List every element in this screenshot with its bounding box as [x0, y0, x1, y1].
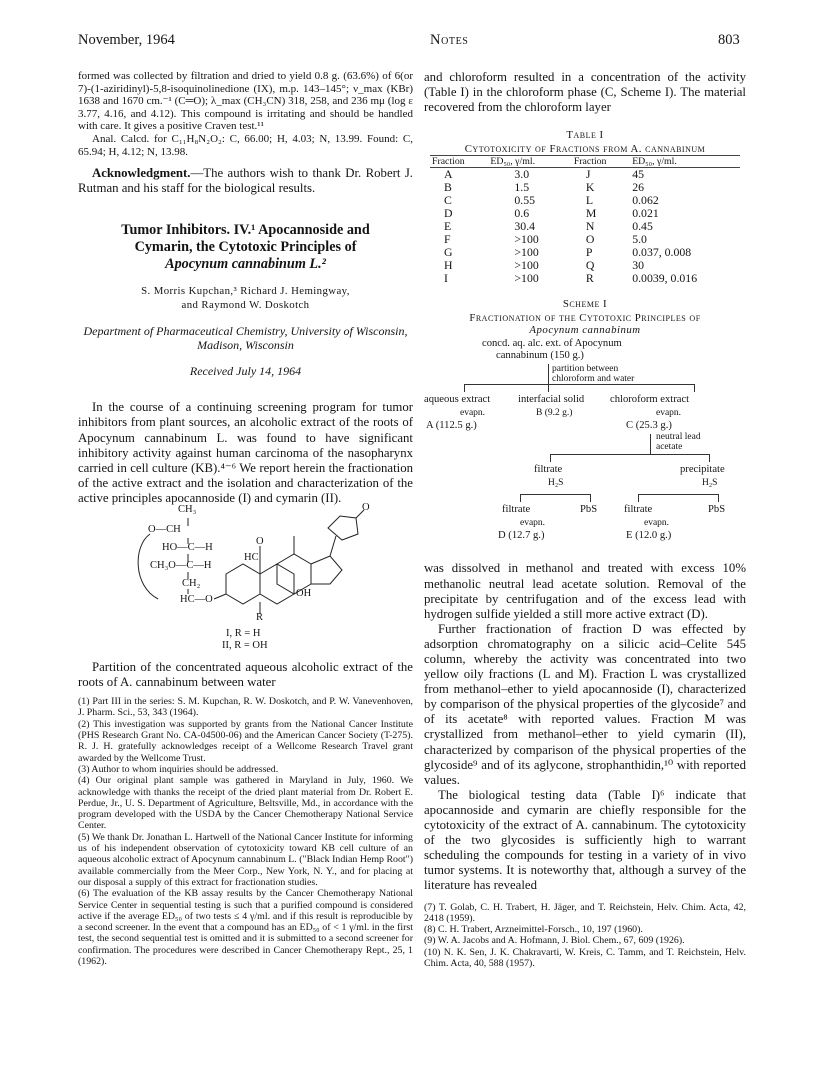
table-row: [430, 272, 740, 285]
scheme-fraction-e: E (12.0 g.): [626, 530, 672, 542]
table-row: [430, 220, 740, 233]
scheme-fraction-a: A (112.5 g.): [426, 420, 477, 432]
affiliation-line-2: Madison, Wisconsin: [197, 338, 294, 353]
table-cell: >100: [514, 257, 539, 272]
scheme-connector: [548, 364, 549, 384]
right-column: [424, 70, 746, 969]
footnote-10: (10) N. K. Sen, J. K. Chakravarti, W. Kreis, C. Tamm, and T. Reichstein, Helv. Chim. Acta, 40, 588 (1957).: [424, 946, 746, 969]
struct-ch3o-c-h: CH₃O—C—H: [150, 560, 212, 571]
table-cell: 1.5: [514, 180, 530, 195]
acknowledgment-heading: Acknowledgment.: [92, 166, 191, 181]
footnote-3: (3) Author to whom inquiries should be addressed.: [78, 763, 279, 775]
table-cell: O: [585, 231, 595, 246]
acknowledgment-text: —The authors wish to thank Dr. Robert J. Rutman and his staff for the biological results.: [78, 166, 413, 196]
struct-ch3: CH₃: [178, 504, 197, 515]
table-cell: >100: [514, 231, 539, 246]
scheme-connector: [464, 384, 465, 392]
footnote-4: (4) Our original plant sample was gathered in Maryland in July, 1960. We acknowledge with thanks the receipt of the dried plant material from Dr. Robert E. Perdue, Jr., U. S. Department of Agriculture, Beltsville, Md., in accordance with the program developed with the USDA by the Cancer Chemotherapy National Service Center.: [78, 775, 413, 832]
scheme-partition-1: partition between: [552, 364, 619, 375]
table-cell: 5.0: [632, 231, 647, 246]
analysis-paragraph: Anal. Calcd. for C₁₁H₈N₂O₂: C, 66.00; H, 4.03; N, 13.99. Found: C, 65.94; H, 4.12; N, 13.98.: [78, 132, 413, 158]
scheme-neutral-lead-1: neutral lead: [656, 432, 701, 443]
table-cell: E: [444, 218, 452, 233]
affiliation-line-1: Department of Pharmaceutical Chemistry, University of Wisconsin,: [83, 324, 408, 339]
table-cell: 0.0039, 0.016: [632, 270, 698, 285]
running-header-date: November, 1964: [78, 32, 175, 48]
scheme-title: Scheme I: [562, 298, 608, 311]
fractionation-scheme: [424, 336, 746, 561]
footnote-8: (8) C. H. Trabert, Arzneimittel-Forsch., 10, 197 (1960).: [424, 924, 643, 936]
table-cell: I: [444, 270, 448, 285]
table-cell: 0.6: [514, 206, 530, 220]
scheme-chloroform-extract: chloroform extract: [610, 394, 690, 406]
table-cell: A: [444, 167, 453, 182]
cytotoxicity-table: [430, 155, 740, 284]
article-title-line-2: Cymarin, the Cytotoxic Principles of: [134, 239, 357, 256]
struct-ho-c-h: HO—C—H: [162, 542, 213, 553]
table-cell: 45: [632, 167, 644, 182]
scheme-connector: [709, 454, 710, 462]
partition-paragraph: Partition of the concentrated aqueous alcoholic extract of the roots of A. cannabinum between water: [78, 660, 413, 690]
table-cell: >100: [514, 270, 539, 285]
scheme-filtrate-1: filtrate: [534, 464, 563, 476]
table-cell: F: [444, 231, 451, 246]
table-cell: 0.45: [632, 218, 653, 233]
table-row: [430, 246, 740, 259]
table-header: ED₅₀, γ/ml.: [630, 156, 740, 168]
table-cell: P: [585, 244, 593, 259]
table-cell: D: [444, 206, 453, 220]
footnote-1: (1) Part III in the series: S. M. Kupchan, R. W. Doskotch, and P. W. Vanevenhoven, J. Pharm. Sci., 53, 343 (1964).: [78, 696, 413, 719]
table-cell: Q: [585, 257, 595, 272]
scheme-start-line-1: concd. aq. alc. ext. of Apocynum: [482, 338, 622, 350]
scheme-pbs-1: PbS: [580, 504, 598, 516]
scheme-connector: [590, 494, 591, 502]
scheme-h2s-2: H₂S: [702, 478, 718, 489]
author-line-2: and Raymond W. Doskotch: [181, 298, 310, 311]
struct-hc-o: HC—O: [180, 594, 213, 605]
struct-ch2: CH₂: [182, 578, 201, 589]
table-row: [430, 233, 740, 246]
scheme-start-line-2: cannabinum (150 g.): [496, 350, 584, 362]
chemical-structure: [78, 502, 413, 656]
table-title: Table I: [566, 129, 604, 142]
table-cell: J: [585, 167, 591, 182]
scheme-partition-2: chloroform and water: [552, 374, 635, 385]
scheme-caption-2: Apocynum cannabinum: [529, 324, 641, 337]
table-cell: 30: [632, 257, 644, 272]
table-cell: R: [585, 270, 594, 285]
experimental-paragraph: formed was collected by filtration and dried to yield 0.8 g. (63.6%) of 6(or 7)-(1-aziridinyl)-5,8-isoquinolinedione (IX), m.p. 143–145°; ν_max (KBr) 1638 and 1670 cm.⁻¹ (C═O); λ_max (CH₃CN) 318, 258, and 236 mμ (log ε 3.77, 4.16, and 4.12). This compound is irritating and should be handled with care. It gives a positive Craven test.¹¹: [78, 70, 413, 133]
lead-acetate-paragraph: was dissolved in methanol and treated with excess 10% methanolic neutral lead acetate solution. Removal of the precipitate by centrifugation and of the excess lead with hydrogen sulfide yielded a still more active extract (D).: [424, 561, 746, 621]
article-title-line-1: Tumor Inhibitors. IV.¹ Apocannoside and: [121, 222, 370, 239]
scheme-caption-1: Fractionation of the Cytotoxic Principles of: [469, 312, 701, 325]
chromatography-paragraph: Further fractionation of fraction D was effected by adsorption chromatography on a silicic acid–Celite 545 column, whereby the activity was concentrated into two yellow oily fractions (L and M). Fraction L was crystallized from methanol–ether to yield apocannoside (I), characterized by comparison of the physical properties of the glycoside⁷ and of its acetate⁸ with reported values. Fraction M was crystallized from methanol–ether to yield cymarin (II), characterized by comparison of the physical properties of the glycoside⁹ and of its aglycone, strophanthidin,¹⁰ with reported values.: [424, 621, 746, 787]
table-cell: >100: [514, 244, 539, 259]
table-cell: 0.021: [632, 206, 659, 220]
running-header-section: Notes: [430, 32, 469, 48]
table-row: [430, 181, 740, 194]
scheme-filtrate-3: filtrate: [624, 504, 653, 516]
scheme-connector: [694, 384, 695, 392]
struct-lactone-o: O: [362, 502, 370, 513]
scheme-evapn-3: evapn.: [520, 518, 546, 529]
scheme-neutral-lead-2: acetate: [656, 442, 683, 453]
scheme-precipitate: precipitate: [680, 464, 725, 476]
continuation-paragraph: and chloroform resulted in a concentration of the activity (Table I) in the chloroform phase (C, Scheme I). The material recovered from the chloroform layer: [424, 70, 746, 115]
footnotes-left: [78, 696, 413, 967]
table-cell: 0.062: [632, 193, 659, 208]
article-title: [78, 222, 413, 273]
table-row: [430, 259, 740, 272]
affiliation: [78, 324, 413, 352]
article-title-line-3: Apocynum cannabinum L.²: [165, 256, 326, 273]
table-cell: 30.4: [514, 218, 536, 233]
scheme-connector: [550, 454, 551, 462]
table-header-row: [430, 156, 740, 168]
scheme-evapn-2: evapn.: [656, 408, 682, 419]
footnote-9: (9) W. A. Jacobs and A. Hofmann, J. Biol. Chem., 67, 609 (1926).: [424, 935, 685, 947]
table-header: ED₅₀, γ/ml.: [488, 156, 571, 168]
received-date: Received July 14, 1964: [189, 364, 302, 379]
table-cell: K: [585, 180, 595, 195]
struct-oh: OH: [296, 588, 312, 599]
scheme-interfacial-solid: interfacial solid: [518, 394, 585, 406]
struct-o-ch: O—CH: [148, 524, 181, 535]
table-cell: 0.037, 0.008: [632, 244, 692, 259]
table-cell: 26: [632, 180, 644, 195]
page-number: 803: [718, 32, 740, 48]
table-cell: 3.0: [514, 167, 530, 182]
scheme-h2s-1: H₂S: [548, 478, 564, 489]
footnote-7: (7) T. Golab, C. H. Trabert, H. Jäger, and T. Reichstein, Helv. Chim. Acta, 42, 2418 (1959).: [424, 901, 746, 924]
scheme-aqueous-extract: aqueous extract: [424, 394, 491, 406]
biological-testing-paragraph: The biological testing data (Table I)⁶ indicate that apocannoside and cymarin are chiefly responsible for the cytotoxicity of the extract of A. cannabinum. The cytotoxicity of the two glycosides is sufficiently high to warrant scheduling the compounds for testing in a variety of in vivo tumor systems. It is noteworthy that, although a survey of the literature has revealed: [424, 787, 746, 893]
footnote-6: (6) The evaluation of the KB assay results by the Cancer Chemotherapy National Service Center in sequential testing is such that a purified compound is considered active if the average ED₅₀ of two tests ≤ 4 γ/ml. and if this result is reproducible by a second screener. In the event that a compound has an ED₅₀ of < 1 γ/ml. in the first test, the second sequential test is omitted and it is submitted to a second screener for confirmation. The procedures were described in Cancer Chemotherapy Rept., 25, 1 (1962).: [78, 888, 413, 968]
scheme-fraction-d: D (12.7 g.): [498, 530, 545, 542]
struct-r: R: [256, 612, 264, 623]
author-list: [78, 285, 413, 312]
table-caption: Cytotoxicity of Fractions from A. cannabinum: [464, 143, 706, 156]
struct-hc: HC: [244, 552, 259, 563]
table-row: [430, 168, 740, 181]
scheme-connector: [464, 384, 694, 385]
table-header: Fraction: [572, 156, 630, 168]
table-cell: B: [444, 180, 452, 195]
author-line-1: S. Morris Kupchan,³ Richard J. Hemingway,: [141, 285, 350, 298]
struct-o: O: [256, 536, 264, 547]
compound-label-1: I, R = H: [226, 628, 261, 639]
scheme-connector: [638, 494, 639, 502]
scheme-connector: [548, 384, 549, 392]
table-row: [430, 207, 740, 220]
compound-label-2: II, R = OH: [222, 640, 268, 651]
scheme-evapn-1: evapn.: [460, 408, 486, 419]
table-header: Fraction: [430, 156, 488, 168]
acknowledgment-paragraph: [78, 166, 413, 196]
scheme-connector: [638, 494, 718, 495]
scheme-fraction-c: C (25.3 g.): [626, 420, 672, 432]
scheme-connector: [550, 454, 710, 455]
scheme-filtrate-2: filtrate: [502, 504, 531, 516]
footnotes-right: [424, 902, 746, 970]
scheme-connector: [718, 494, 719, 502]
left-column: [78, 70, 413, 967]
table-cell: 0.55: [514, 193, 536, 208]
footnote-5: (5) We thank Dr. Jonathan L. Hartwell of the National Cancer Institute for informing us of his independent observation of cytotoxicity toward KB cell culture of an aqueous alcoholic extract of Apocynum cannabinum L. ("Black Indian Hemp Root") available commercially from the Meer Corp., New York, N. Y., and for placing at our disposal a supply of this extract for fractionation studies.: [78, 831, 413, 888]
table-cell: L: [585, 193, 594, 208]
intro-paragraph: In the course of a continuing screening program for tumor inhibitors from plant sources, an alcoholic extract of the roots of Apocynum cannabinum L. was found to have significant inhibitory activity against human carcinoma of the nasopharynx carried in cell culture (KB).⁴⁻⁶ We report herein the fractionation of the active extract and the isolation and characterization of the active principles apocannoside (I) and cymarin (II).: [78, 400, 413, 505]
scheme-fraction-b: B (9.2 g.): [536, 408, 573, 419]
scheme-connector: [520, 494, 521, 502]
table-cell: N: [585, 218, 595, 233]
table-row: [430, 194, 740, 207]
scheme-connector: [650, 434, 651, 454]
table-cell: H: [444, 257, 453, 272]
scheme-pbs-2: PbS: [708, 504, 726, 516]
table-cell: M: [585, 206, 597, 220]
footnote-2: (2) This investigation was supported by grants from the National Cancer Institute (PHS Research Grant No. CA-04500-06) and the American Cancer Society (T-275). R. J. H. gratefully acknowledges receipt of a Wellcome Research Travel grant awarded by the Wellcome Trust.: [78, 718, 413, 764]
scheme-connector: [520, 494, 590, 495]
table-cell: G: [444, 244, 453, 259]
scheme-evapn-4: evapn.: [644, 518, 670, 529]
table-cell: C: [444, 193, 452, 208]
